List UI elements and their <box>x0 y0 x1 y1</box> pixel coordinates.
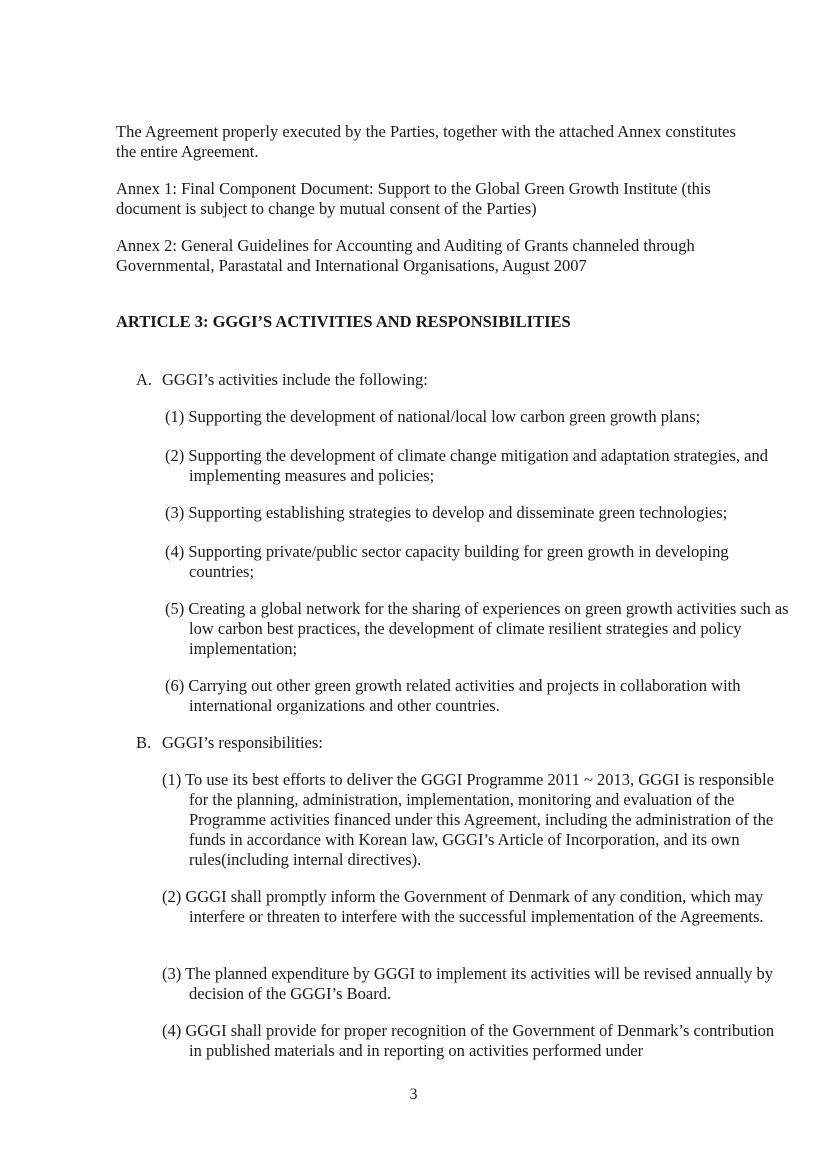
intro-paragraph-agreement: The Agreement properly executed by the Parties, together with the attached Annex constitutes the entire Agreement. <box>116 122 736 161</box>
section-a-label: A. <box>136 370 153 389</box>
section-a-item: (6) Carrying out other green growth related activities and projects in collaboration with international organizations and other countries. <box>165 676 741 715</box>
intro-paragraph-annex-1: Annex 1: Final Component Document: Support to the Global Green Growth Institute (this document is subject to change by mutual consent of the Parties) <box>116 179 711 218</box>
article-heading: ARTICLE 3: GGGI’S ACTIVITIES AND RESPONSIBILITIES <box>116 312 571 331</box>
section-a-item: (1) Supporting the development of national/local low carbon green growth plans; <box>165 407 701 426</box>
page-number: 3 <box>409 1086 418 1103</box>
section-b-item: (2) GGGI shall promptly inform the Government of Denmark of any condition, which may interfere or threaten to interfere with the successful implementation of the Agreements. <box>162 887 764 926</box>
section-b-item: (4) GGGI shall provide for proper recognition of the Government of Denmark’s contribution in published materials and in reporting on activities performed under <box>162 1021 775 1060</box>
section-a-item: (2) Supporting the development of climate change mitigation and adaptation strategies, and implementing measures and policies; <box>165 446 768 485</box>
section-a-item: (4) Supporting private/public sector capacity building for green growth in developing countries; <box>165 542 729 581</box>
section-b-item: (1) To use its best efforts to deliver the GGGI Programme 2011 ~ 2013, GGGI is responsible for the planning, administration, implementation, monitoring and evaluation of the Programme activities financed under this Agreement, including the administration of the funds in accordance with Korean law, GGGI’s Article of Incorporation, and its own rules(including internal directives). <box>162 770 774 869</box>
section-a-title <box>136 370 428 390</box>
intro-paragraph-annex-2: Annex 2: General Guidelines for Accounting and Auditing of Grants channeled through Governmental, Parastatal and International Organisations, August 2007 <box>116 236 695 275</box>
section-b-title <box>136 733 323 753</box>
section-a-item: (5) Creating a global network for the sharing of experiences on green growth activities such as low carbon best practices, the development of climate resilient strategies and policy implementation; <box>165 599 789 658</box>
section-b-item: (3) The planned expenditure by GGGI to implement its activities will be revised annually by decision of the GGGI’s Board. <box>162 964 773 1003</box>
section-b-label: B. <box>136 733 152 752</box>
section-b-title-text: GGGI’s responsibilities: <box>162 733 323 752</box>
section-a-item: (3) Supporting establishing strategies to develop and disseminate green technologies; <box>165 503 728 522</box>
section-a-title-text: GGGI’s activities include the following: <box>162 370 428 389</box>
